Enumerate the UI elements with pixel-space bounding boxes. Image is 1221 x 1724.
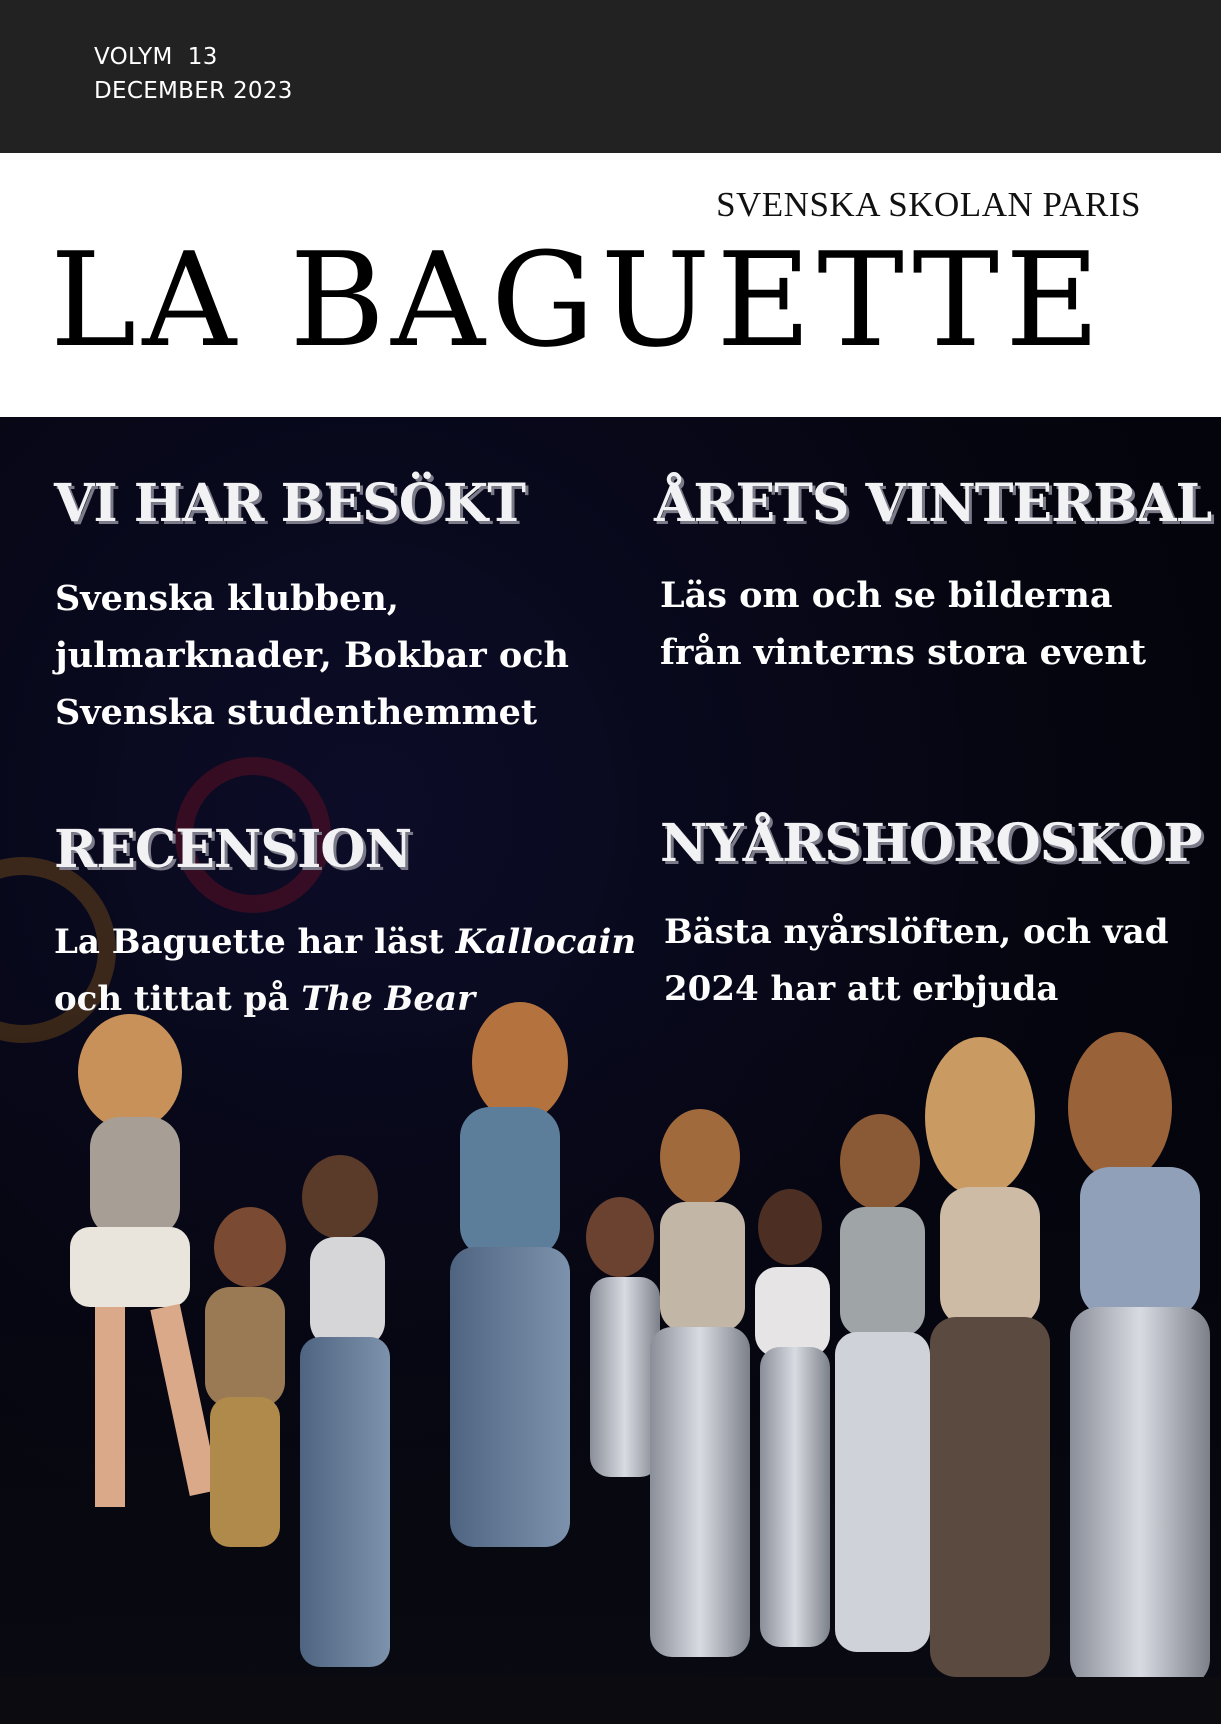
article-heading-horoscope: NYÅRSHOROSKOP	[660, 813, 1202, 874]
issue-info	[94, 40, 293, 108]
teaser-line: Svenska studenthemmet	[55, 692, 538, 733]
issue-date: DECEMBER 2023	[94, 78, 293, 104]
teaser-text: La Baguette har läst	[54, 922, 456, 962]
cover-area	[0, 417, 1221, 1724]
volume-label: VOLYM 13	[94, 44, 218, 70]
article-heading-winterball: ÅRETS VINTERBAL	[654, 473, 1212, 534]
article-heading-review: RECENSION	[54, 819, 412, 880]
teaser-line: Svenska klubben,	[55, 578, 399, 619]
school-name: SVENSKA SKOLAN PARIS	[716, 185, 1141, 224]
article-teaser-visits	[55, 570, 569, 741]
teaser-line: Bästa nyårslöften, och vad	[664, 912, 1169, 952]
magazine-title: LA BAGUETTE	[50, 224, 1106, 376]
teaser-line: julmarknader, Bokbar och	[55, 635, 569, 676]
teaser-line	[54, 914, 636, 971]
dance-photo	[0, 987, 1221, 1724]
book-title: Kallocain	[455, 922, 637, 962]
top-bar	[0, 0, 1221, 153]
masthead	[0, 153, 1221, 417]
teaser-line: Läs om och se bilderna	[660, 575, 1113, 616]
article-heading-visits: VI HAR BESÖKT	[54, 473, 525, 534]
teaser-line: från vinterns stora event	[660, 632, 1147, 673]
article-teaser-winterball	[660, 567, 1146, 681]
dancer	[925, 1037, 1050, 1677]
